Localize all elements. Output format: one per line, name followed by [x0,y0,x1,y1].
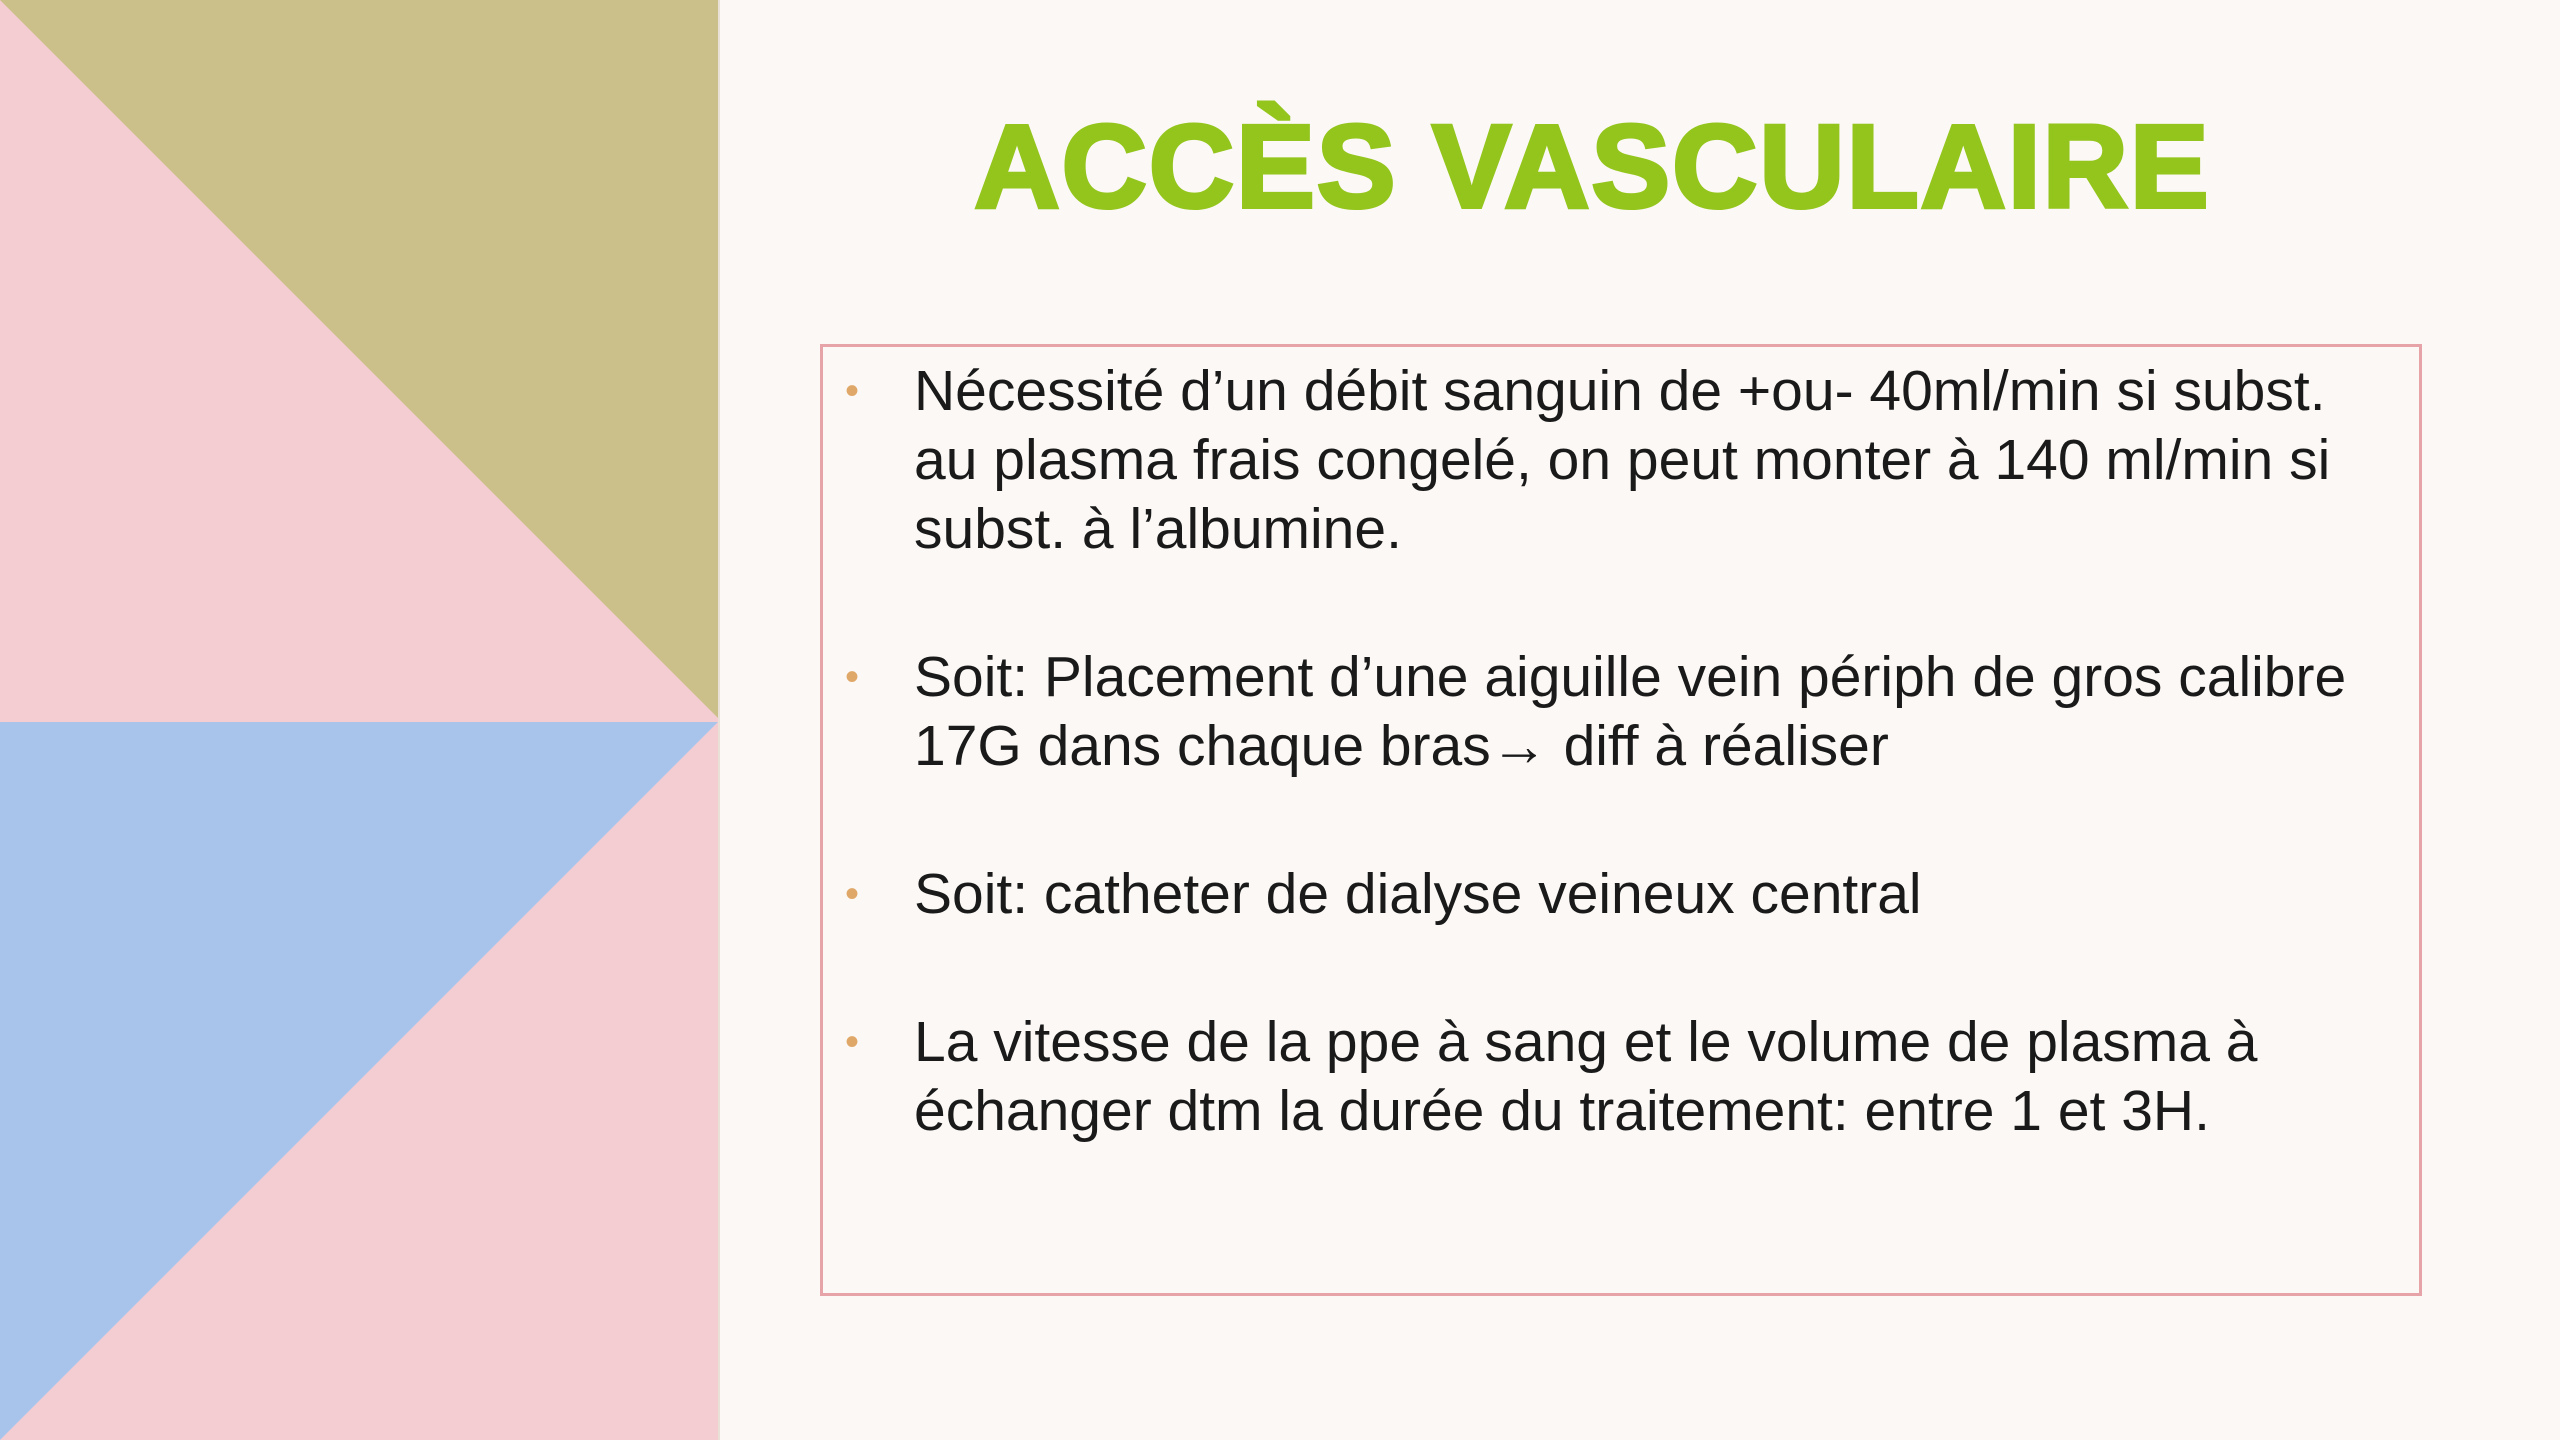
bullet-dot-icon: • [845,369,860,413]
bullet-dot-icon: • [845,1020,860,1064]
bullet-dot-icon: • [845,872,860,916]
content-box [820,344,2422,1296]
bullet-dot-icon: • [845,655,860,699]
bullet-list [823,347,2419,1146]
bullet-text: Nécessité d’un débit sanguin de +ou- 40ml/min si subst. au plasma frais congelé, on peut monter à 140 ml/min si subst. à l’albumine. [914,359,2331,561]
bullet-item [823,643,2379,781]
bullet-item [823,357,2379,564]
bullet-item [823,1008,2379,1146]
decorative-triangles [0,0,720,1440]
bullet-text: Soit: catheter de dialyse veineux central [914,862,1922,926]
bullet-item [823,860,2379,929]
bullet-text: La vitesse de la ppe à sang et le volume de plasma à échanger dtm la durée du traitement: entre 1 et 3H. [914,1010,2258,1143]
slide-title: ACCÈS VASCULAIRE [974,101,2211,233]
bullet-text: Soit: Placement d’une aiguille vein périph de gros calibre 17G dans chaque bras→ diff à réaliser [914,645,2347,778]
